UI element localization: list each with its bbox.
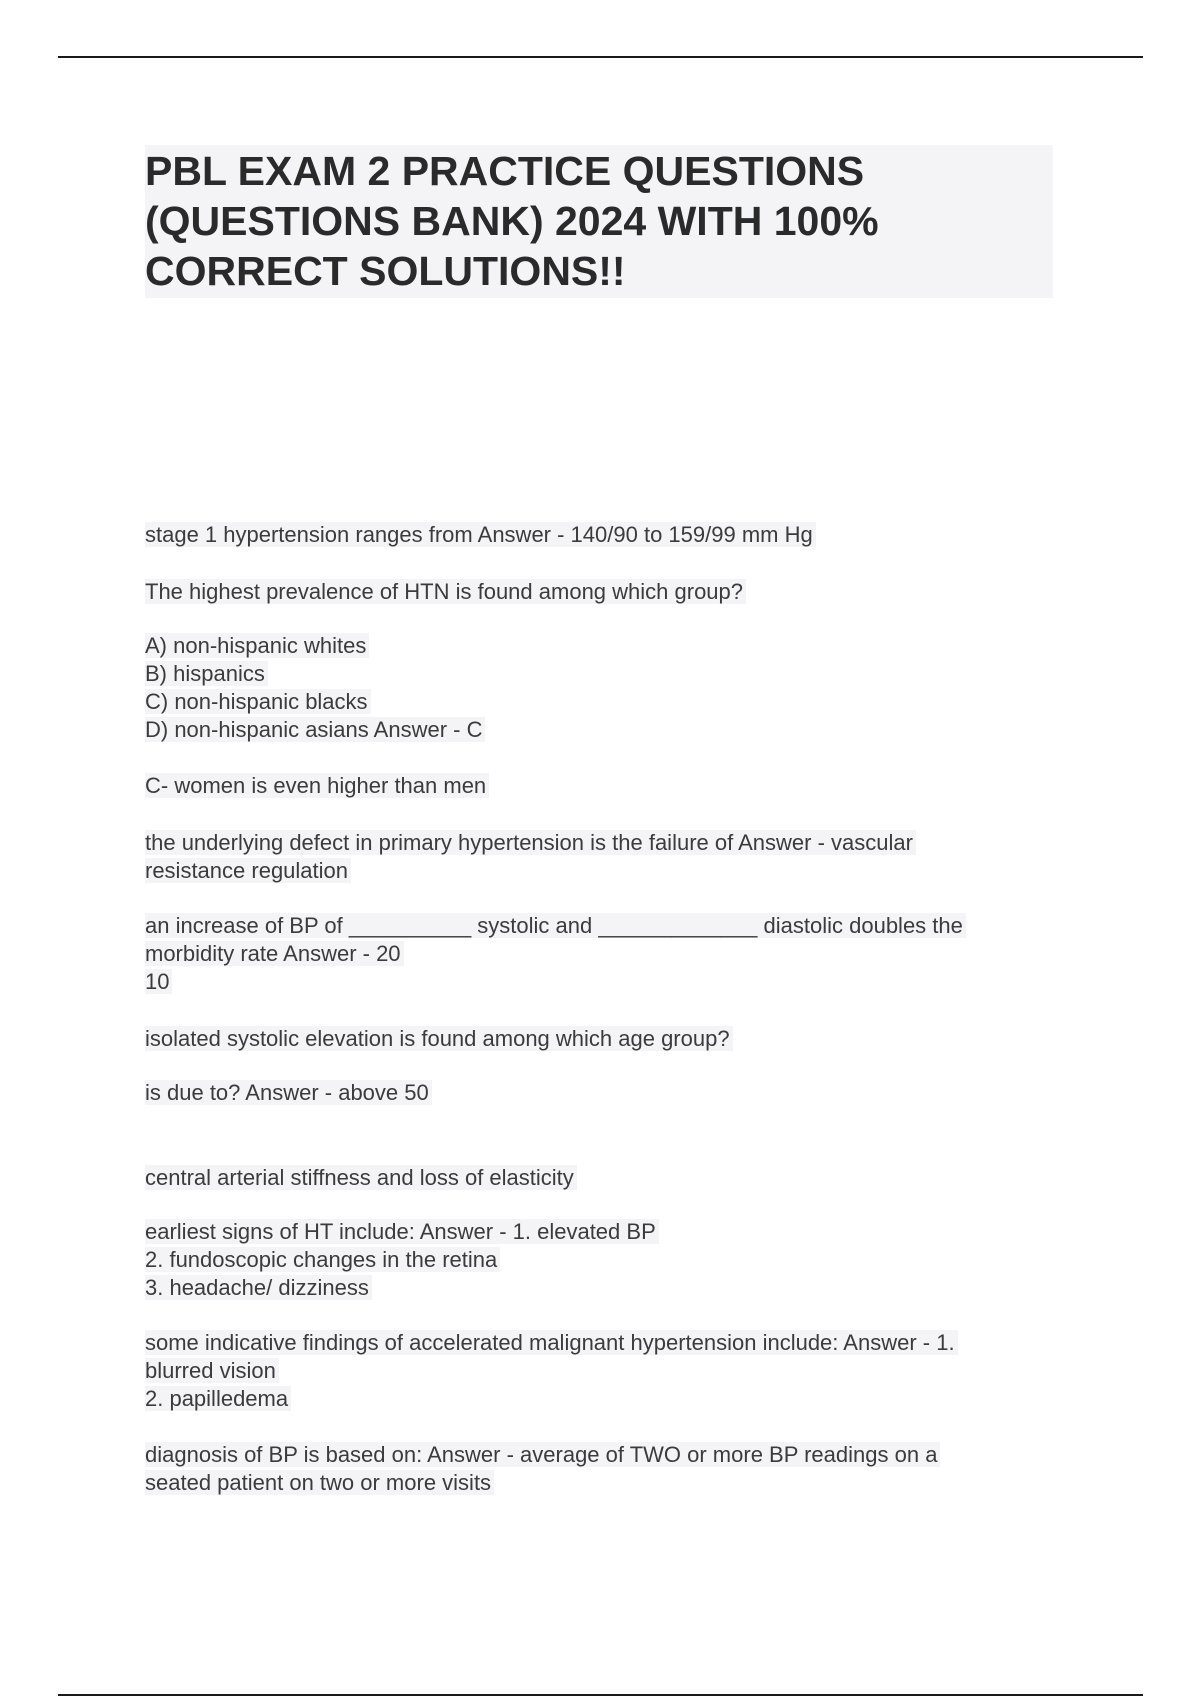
- text-line: 10: [145, 968, 172, 995]
- text-line: morbidity rate Answer - 20: [145, 940, 404, 967]
- document-title-line-3: CORRECT SOLUTIONS!!: [145, 248, 626, 294]
- text-line: blurred vision: [145, 1357, 279, 1384]
- bottom-rule: [58, 1694, 1143, 1696]
- text-line: stage 1 hypertension ranges from Answer - 140/90 to 159/99 mm Hg: [145, 521, 816, 548]
- text-line: central arterial stiffness and loss of elasticity: [145, 1164, 577, 1191]
- text-line: some indicative findings of accelerated malignant hypertension include: Answer - 1.: [145, 1329, 958, 1356]
- text-line: 2. papilledema: [145, 1385, 291, 1412]
- text-line: C- women is even higher than men: [145, 772, 489, 799]
- text-line: B) hispanics: [145, 660, 268, 687]
- text-line: 2. fundoscopic changes in the retina: [145, 1246, 500, 1273]
- text-line: A) non-hispanic whites: [145, 632, 369, 659]
- text-line: The highest prevalence of HTN is found among which group?: [145, 578, 746, 605]
- text-line: diagnosis of BP is based on: Answer - average of TWO or more BP readings on a: [145, 1441, 940, 1468]
- text-line: seated patient on two or more visits: [145, 1469, 494, 1496]
- document-title-line-1: PBL EXAM 2 PRACTICE QUESTIONS: [145, 148, 865, 194]
- text-line: D) non-hispanic asians Answer - C: [145, 716, 485, 743]
- text-line: C) non-hispanic blacks: [145, 688, 371, 715]
- text-line: the underlying defect in primary hypertension is the failure of Answer - vascular: [145, 829, 916, 856]
- text-line: resistance regulation: [145, 857, 351, 884]
- text-line: 3. headache/ dizziness: [145, 1274, 372, 1301]
- text-line: an increase of BP of __________ systolic and _____________ diastolic doubles the: [145, 912, 966, 939]
- document-title-line-2: (QUESTIONS BANK) 2024 WITH 100%: [145, 198, 879, 244]
- top-rule: [58, 56, 1143, 58]
- text-line: isolated systolic elevation is found among which age group?: [145, 1025, 733, 1052]
- text-line: is due to? Answer - above 50: [145, 1079, 432, 1106]
- text-line: earliest signs of HT include: Answer - 1. elevated BP: [145, 1218, 659, 1245]
